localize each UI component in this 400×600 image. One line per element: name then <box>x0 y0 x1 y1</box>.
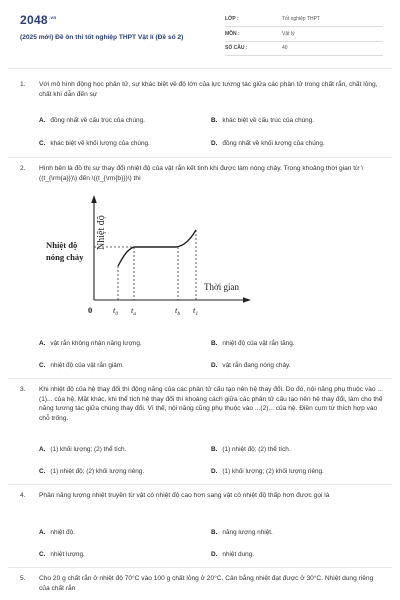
option-b[interactable]: B. năng lượng nhiệt. <box>211 529 273 536</box>
question-text: Cho 20 g chất rắn ở nhiệt độ 70°C vào 100 g chất lỏng ở 20°C. Cân bằng nhiệt đạt được ở 30°C. Nhiệt dung riêng của chất rắn <box>39 575 374 592</box>
tick-ta: $t_a$ <box>131 305 137 317</box>
melting-label-line2: nóng chảy <box>46 252 84 262</box>
option-d[interactable]: D. nhiệt dung. <box>211 551 255 558</box>
header-divider <box>8 68 392 69</box>
melting-label-line1: Nhiệt độ <box>46 240 78 250</box>
option-a[interactable]: A. nhiệt độ. <box>39 529 75 536</box>
question-separator <box>8 567 392 568</box>
option-b[interactable]: B. (1) nhiệt độ; (2) thể tích. <box>211 446 291 453</box>
meta-question-count <box>225 43 383 56</box>
meta-value: Vật lý <box>282 31 295 37</box>
option-a[interactable]: A. (1) khối lượng; (2) thể tích. <box>39 446 127 453</box>
meta-key: MÔN : <box>225 31 240 37</box>
option-c[interactable]: C. (1) nhiệt độ; (2) khối lượng riêng. <box>39 468 145 475</box>
question-number: 1. <box>20 81 26 88</box>
option-a[interactable]: A. vật rắn không nhận năng lượng. <box>39 340 142 347</box>
option-d[interactable]: D. đồng nhất về khối lượng của chúng. <box>211 140 325 147</box>
option-c[interactable]: C. nhiệt lượng. <box>39 551 85 558</box>
option-d[interactable]: D. vật rắn đang nóng chảy. <box>211 362 291 369</box>
question-number: 2. <box>20 165 26 172</box>
site-logo[interactable]: $2048^{.vn}$ <box>20 13 57 27</box>
meta-key: SỐ CÂU : <box>225 45 248 51</box>
temperature-curve <box>118 230 196 266</box>
question-number: 4. <box>20 492 26 499</box>
tick-tb: $t_b$ <box>175 305 181 317</box>
question-text: Với mô hình động học phân tử, sự khác biệt về độ lớn của lực tương tác giữa các phân tử trong chất rắn, chất lỏng, chất khí dẫn đến sự <box>39 81 378 98</box>
option-c[interactable]: C. khác biệt về khối lượng của chúng. <box>39 140 150 147</box>
question-separator <box>8 484 392 485</box>
meta-class <box>225 14 383 27</box>
option-a[interactable]: A. đồng nhất về cấu trúc của chúng. <box>39 117 145 124</box>
question-separator <box>8 378 392 379</box>
meta-key: LỚP : <box>225 16 239 22</box>
question-text: Hình bên là đồ thị sự thay đổi nhiệt độ của vật rắn kết tinh khi được làm nóng chảy. Trong khoảng thời gian từ \((t_{\rm{a}})\) đến \((t_{\rm{b}})\) thì <box>39 165 364 182</box>
question-text: Phần năng lượng nhiệt truyền từ vật có nhiệt độ cao hơn sang vật có nhiệt độ thấp hơn được gọi là <box>39 492 330 499</box>
option-b[interactable]: B. khác biệt về cấu trúc của chúng. <box>211 117 315 124</box>
y-axis-label: Nhiệt độ <box>96 215 107 250</box>
meta-value: 40 <box>282 45 288 51</box>
option-c[interactable]: C. nhiệt độ của vật rắn giảm. <box>39 362 124 369</box>
option-b[interactable]: B. nhiệt độ của vật rắn tăng. <box>211 340 295 347</box>
exam-title: (2025 mới) Đề ôn thi tốt nghiệp THPT Vật lí (Đề số 2) <box>20 34 184 41</box>
question-text: Khi nhiệt độ của hệ thay đổi thì động năng của các phân tử cấu tạo nên hệ thay đổi. Do đó, nội năng phụ thuộc vào ...(1)... của hệ. Mặt khác, khi thể tích hệ thay đổi thì khoảng cách giữa các phân tử cấu tạo nên hệ thay đổi, làm cho thế năng tương tác giữa chúng thay đổi. Vì thế, nội năng cũng phụ thuộc vào ...(2)... của hệ. Điền cụm từ thích hợp vào chỗ trống. <box>39 386 383 422</box>
tick-t0: $t_0$ <box>113 305 119 317</box>
question-separator <box>8 157 392 158</box>
meta-value: Tốt nghiệp THPT <box>282 16 320 22</box>
melting-graph-figure <box>38 184 258 330</box>
origin-label: 0 <box>88 305 93 315</box>
question-number: 3. <box>20 386 26 393</box>
meta-subject <box>225 29 383 42</box>
option-d[interactable]: D. (1) khối lượng; (2) khối lượng riêng. <box>211 468 324 475</box>
tick-t1: $t_1$ <box>193 305 199 317</box>
x-axis-label: Thời gian <box>204 282 240 292</box>
header <box>0 0 400 62</box>
question-number: 5. <box>20 575 26 582</box>
